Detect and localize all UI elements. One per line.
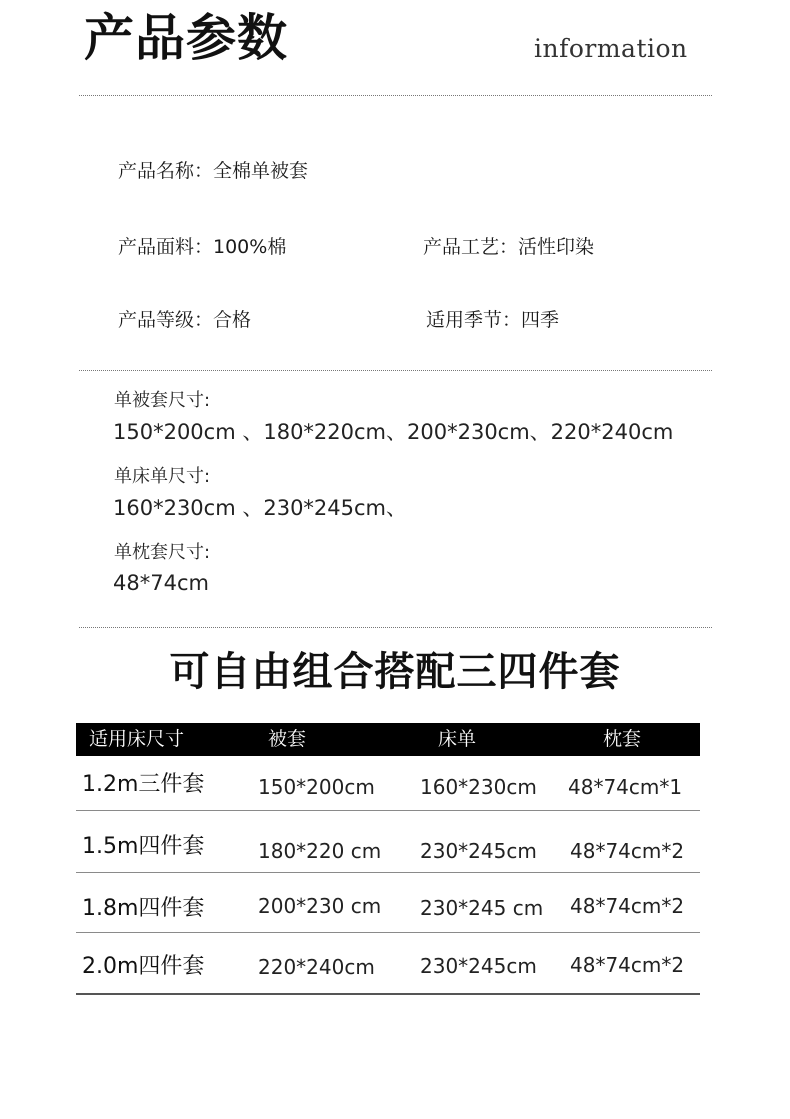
param-season: 适用季节：四季 (426, 309, 560, 331)
column-header-bed-size: 适用床尺寸 (89, 728, 185, 750)
table-cell-sheet: 230*245cm (420, 954, 537, 978)
table-cell-sheet: 160*230cm (420, 775, 537, 799)
table-cell-set: 2.0m四件套 (82, 954, 205, 979)
param-fabric: 产品面料：100%棉 (118, 236, 287, 258)
column-header-pillow: 枕套 (603, 728, 642, 750)
table-cell-pillow: 48*74cm*1 (568, 775, 683, 799)
table-cell-duvet: 150*200cm (258, 775, 375, 799)
column-header-duvet: 被套 (268, 728, 307, 750)
page-subtitle: information (534, 34, 688, 63)
divider (79, 627, 712, 628)
param-grade: 产品等级：合格 (118, 309, 252, 331)
table-cell-set: 1.2m三件套 (82, 772, 205, 797)
table-row (76, 873, 700, 932)
param-craft: 产品工艺：活性印染 (423, 236, 595, 258)
table-cell-pillow: 48*74cm*2 (570, 839, 685, 863)
table-cell-set: 1.8m四件套 (82, 896, 205, 921)
table-row (76, 933, 700, 993)
pillow-size-label: 单枕套尺寸: (114, 542, 211, 563)
table-cell-pillow: 48*74cm*2 (570, 953, 685, 977)
divider (79, 370, 712, 371)
table-header (76, 723, 700, 756)
table-cell-sheet: 230*245 cm (420, 896, 544, 920)
table-row (76, 756, 700, 810)
column-header-sheet: 床单 (438, 728, 477, 750)
divider (79, 95, 712, 96)
table-cell-pillow: 48*74cm*2 (570, 894, 685, 918)
combo-headline: 可自由组合搭配三四件套 (169, 649, 621, 695)
sheet-size-values: 160*230cm 、230*245cm、 (113, 496, 408, 520)
duvet-size-label: 单被套尺寸: (114, 390, 211, 411)
page-title: 产品参数 (84, 9, 288, 67)
sheet-size-label: 单床单尺寸: (114, 466, 211, 487)
table-bottom-border (76, 993, 700, 995)
table-cell-sheet: 230*245cm (420, 839, 537, 863)
pillow-size-values: 48*74cm (113, 571, 209, 595)
table-cell-duvet: 200*230 cm (258, 894, 382, 918)
table-row (76, 811, 700, 872)
table-cell-duvet: 220*240cm (258, 955, 375, 979)
param-product-name: 产品名称：全棉单被套 (118, 160, 309, 182)
table-cell-duvet: 180*220 cm (258, 839, 382, 863)
table-cell-set: 1.5m四件套 (82, 834, 205, 859)
duvet-size-values: 150*200cm 、180*220cm、200*230cm、220*240cm (113, 420, 674, 444)
